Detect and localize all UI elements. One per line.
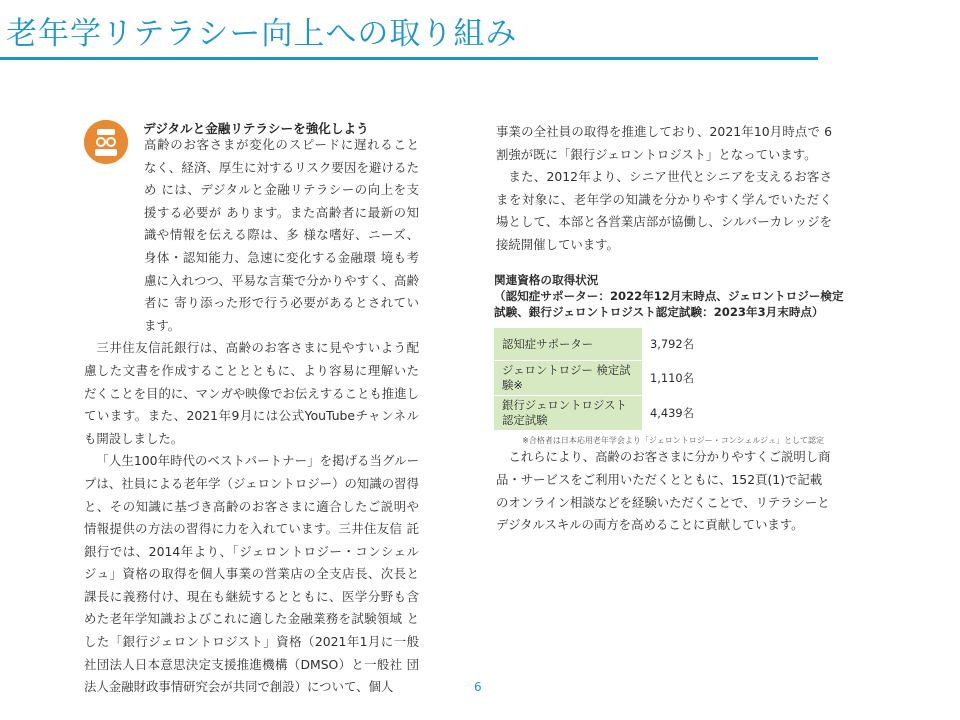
closing-paragraph: これらにより、高齢のお客さまに分かりやすくご説明し商 品・サービスをご利用いただくとともに、152頁(1)で記載 のオンライン相談などを経験いただくことで、リテラシーと デジタルスキルの両方を高めることに貢献しています。 — [496, 449, 831, 533]
qualification-table — [494, 328, 824, 431]
table-cell-value: 4,439名 — [642, 396, 824, 431]
table-row — [494, 328, 824, 361]
table-cell-label: ジェロントロジー 検定試験※ — [494, 361, 642, 396]
paragraph-3: 「人生100年時代のベストパートナー」を掲げる当グルー プは、社員による老年学（ジェロントロジー）の知識の習得 と、その知識に基づき高齢のお客さまに適合したご説明や 情報提供の方法の習得に力を入れています。三井住友信 託銀行では、2014年より、「ジェロントロジー・コンシェル ジュ」資格の取得を個人事業の営業店の全支店長、次長と 課長に義務付け、現在も継続するとともに、医学分野も含 めた老年学知識およびこれに適した金融業務を試験領域 とした「銀行ジェロントロジスト」資格（2021年1月に一般 社団法人日本意思決定支援推進機構（DMSO）と一般社 団法人金融財政事情研究会が共同で創設）について、個人 — [84, 453, 419, 695]
title-divider — [0, 57, 818, 60]
left-column — [84, 116, 419, 699]
paragraph-1: 高齢のお客さまが変化のスピードに遅れること なく、経済、厚生に対するリスク要因を避けるため には、デジタルと金融リテラシーの向上を支援する必要が あります。また高齢者に最新の知識や情報を伝える際は、多 様な嗜好、ニーズ、身体・認知能力、急速に変化する金融環 境も考慮に入れつつ、平易な言葉で分かりやすく、高齢者に 寄り添った形で行う必要があるとされています。 — [144, 137, 419, 333]
right-column — [496, 121, 832, 257]
document-excerpt — [84, 112, 844, 695]
page-number: 6 — [474, 680, 482, 694]
slide-title: 老年学リテラシー向上への取り組み — [6, 16, 518, 52]
table-heading-3: 試験、銀行ジェロントロジスト認定試験：2023年3月末時点） — [494, 305, 824, 319]
table-cell-value: 1,110名 — [642, 361, 824, 396]
paragraph-5: また、2012年より、シニア世代とシニアを支えるお客さ まを対象に、老年学の知識を分かりやすく学んでいただく 場として、本部と各営業店部が協働し、シルバーカレッジを 接続開催しています。 — [496, 169, 832, 252]
table-cell-label: 認知症サポーター — [494, 328, 642, 361]
elderly-person-icon — [84, 120, 128, 164]
table-note: ※合格者は日本応用老年学会より「ジェロントロジー・コンシェルジュ」として認定 — [522, 436, 824, 445]
table-row — [494, 361, 824, 396]
table-heading-2: （認知症サポーター：2022年12月末時点、ジェロントロジー検定 — [494, 289, 844, 303]
section-heading: デジタルと金融リテラシーを強化しよう — [143, 121, 369, 136]
table-cell-label: 銀行ジェロントロジスト 認定試験 — [494, 396, 642, 431]
table-heading-1: 関連資格の取得状況 — [494, 273, 599, 287]
table-cell-value: 3,792名 — [642, 328, 824, 361]
paragraph-2: 三井住友信託銀行は、高齢のお客さまに見やすいよう配 慮した文書を作成することとともに、より容易に理解いた だくことを目的に、マンガや映像でお伝えすることも推進し ています。また、2021年9月には公式YouTubeチャンネル も開設しました。 — [84, 340, 419, 446]
qualification-table-block — [494, 272, 844, 446]
paragraph-4: 事業の全社員の取得を推進しており、2021年10月時点で 6割強が既に「銀行ジェロントロジスト」となっています。 — [496, 124, 832, 162]
table-row — [494, 396, 824, 431]
